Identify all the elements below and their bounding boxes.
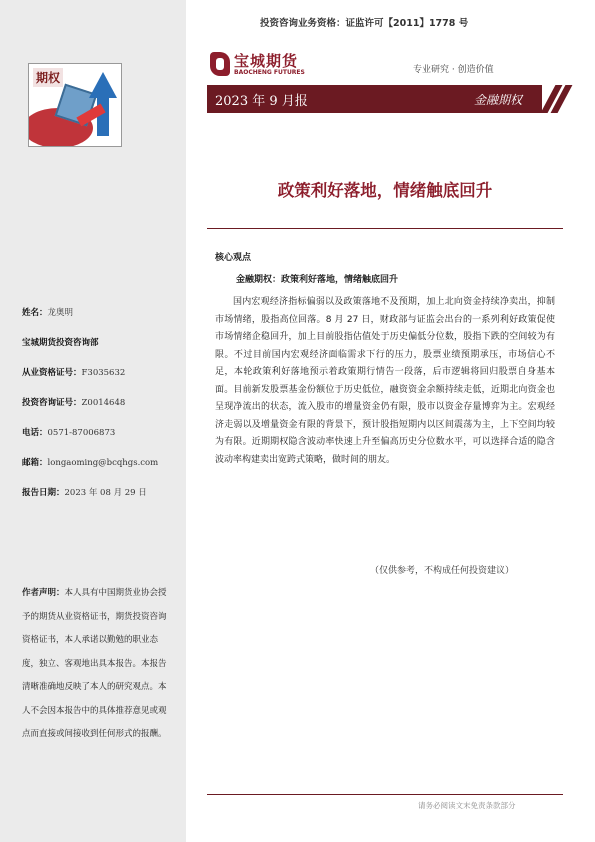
phone-label: 电话：	[22, 428, 48, 438]
footer-text: 请务必阅读文末免责条款部分	[418, 801, 516, 810]
report-title: 政策利好落地，情绪触底回升	[277, 181, 493, 200]
name-label: 姓名：	[22, 308, 48, 318]
license-text: 投资咨询业务资格：证监许可【2011】1778 号	[260, 18, 469, 29]
advisor-label: 投资咨询证号：	[22, 398, 82, 408]
arrow-up-icon	[89, 72, 117, 98]
cover-tag: 期权	[33, 68, 63, 87]
disclaimer-note: （仅供参考，不构成任何投资建议）	[370, 566, 515, 576]
report-date: 2023 年 08 月 29 日	[64, 488, 147, 498]
slogan: 专业研究 · 创造价值	[413, 65, 494, 75]
brand-name-cn: 宝城期货	[234, 52, 299, 70]
phone-number: 0571-87006873	[47, 428, 116, 438]
author-name: 龙奥明	[47, 308, 74, 318]
declaration-text: 本人具有中国期货业协会授予的期货从业资格证书，期货投资咨询资格证书，本人承诺以勤勉的职业态度，独立、客观地出具本报告。本报告清晰准确地反映了本人的研究观点。本人不会因本报告中的具体推荐意见或观点而直接或间接收到任何形式的报酬。	[22, 588, 167, 739]
cert-label: 从业资格证号：	[22, 368, 82, 378]
author-info	[22, 305, 182, 515]
core-paragraph: 国内宏观经济指标偏弱以及政策落地不及预期，加上北向资金持续净卖出，抑制市场情绪，股指高位回落。8 月 27 日，财政部与证监会出台的一系列利好政策促使市场情绪企稳回升，加上目前股指估值处于历史偏低分位数，股指下跌的空间较为有限。不过目前国内宏观经济面临需求下行的压力，股票业绩预期承压，市场信心不足，本轮政策利好落地预示着政策期行情告一段落，后市逻辑将回归股票自身基本面。目前新发股票基金份额位于历史低位，融资资金余额持续走低，近期北向资金也呈现净流出的状态，流入股市的增量资金仍有限，股市以资金存量博弈为主。宏观经济走弱以及增量资金有限的背景下，预计股指短期内以区间震荡为主，上下空间均较为有限。近期期权隐含波动率快速上升至偏高历史分位数水平，可以选择合适的隐含波动率构建卖出宽跨式策略，做时间的朋友。	[215, 297, 555, 465]
core-subheading: 金融期权：政策利好落地，情绪触底回升	[236, 275, 399, 285]
cert-row	[22, 365, 182, 381]
advisor-number: Z0014648	[81, 398, 126, 408]
author-dept: 宝城期货投资咨询部	[22, 338, 99, 348]
title-divider	[207, 228, 563, 229]
author-name-row	[22, 305, 182, 321]
email-address[interactable]: longaoming@bcqhgs.com	[47, 458, 159, 468]
advisor-row	[22, 395, 182, 411]
author-declaration	[22, 582, 174, 747]
date-row	[22, 485, 182, 501]
report-month: 2023 年 9 月报	[215, 94, 308, 109]
email-label: 邮箱：	[22, 458, 48, 468]
email-row	[22, 455, 182, 471]
phone-row	[22, 425, 182, 441]
footer-divider	[207, 794, 563, 795]
cover-image	[28, 63, 122, 147]
report-banner	[207, 85, 542, 113]
core-heading: 核心观点	[215, 253, 252, 263]
date-label: 报告日期：	[22, 488, 65, 498]
author-dept-row	[22, 335, 182, 351]
report-category: 金融期权	[473, 93, 522, 107]
brand-name-en: BAOCHENG FUTURES	[234, 69, 305, 76]
declaration-label: 作者声明：	[22, 588, 65, 598]
cert-number: F3035632	[81, 368, 126, 378]
logo-icon	[210, 52, 230, 76]
